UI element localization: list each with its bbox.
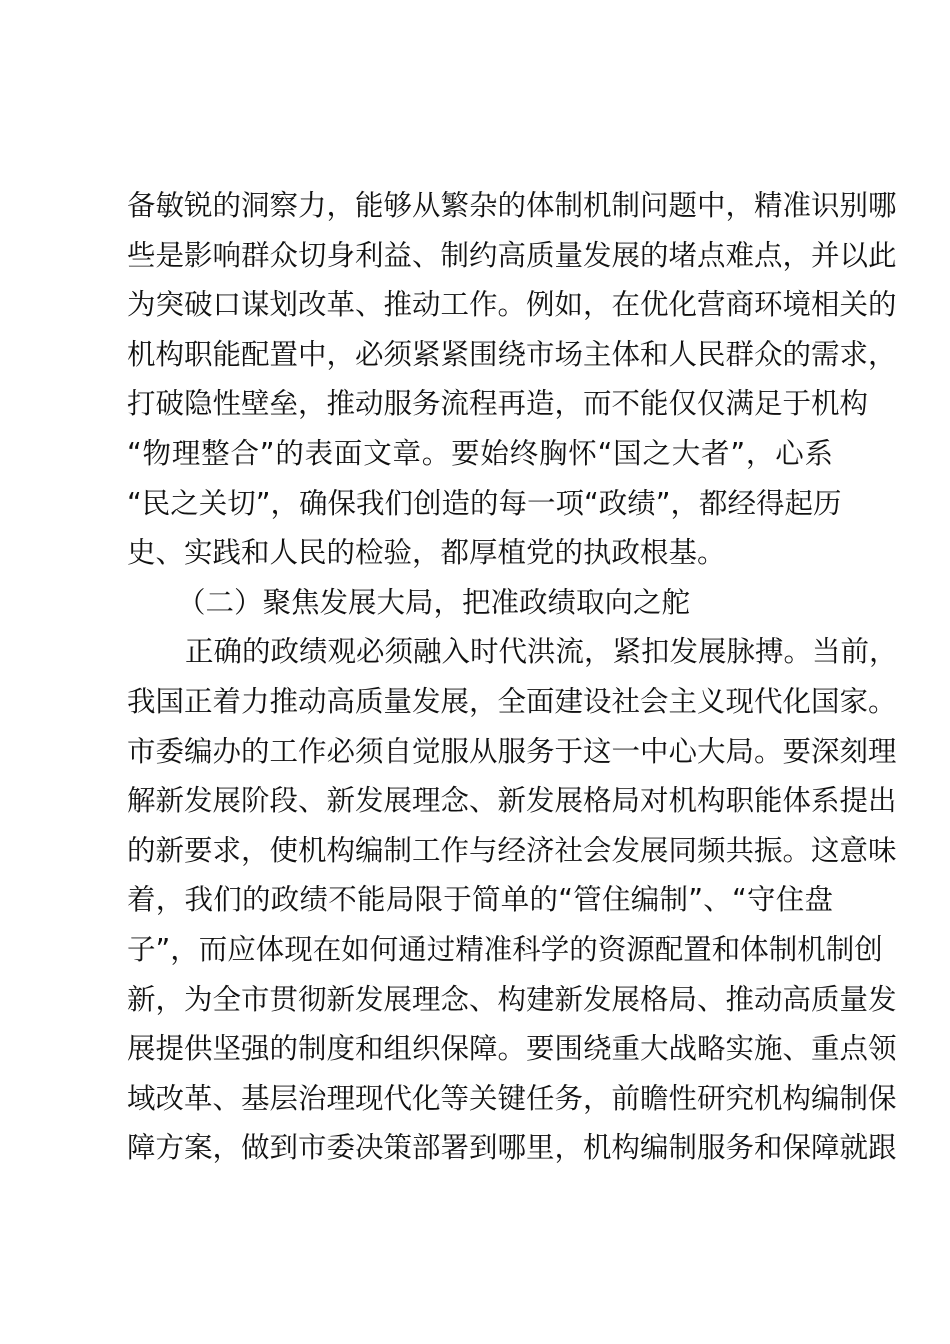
text-line: 解新发展阶段、新发展理念、新发展格局对机构职能体系提出 bbox=[127, 784, 897, 818]
text-line: 域改革、基层治理现代化等关键任务，前瞻性研究机构编制保 bbox=[127, 1081, 897, 1115]
paragraph-continued bbox=[127, 181, 897, 578]
text-line: 展提供坚强的制度和组织保障。要围绕重大战略实施、重点领 bbox=[127, 1032, 897, 1066]
text-line: 子”，而应体现在如何通过精准科学的资源配置和体制机制创 bbox=[127, 932, 883, 966]
text-line: “物理整合”的表面文章。要始终胸怀“国之大者”，心系 bbox=[127, 436, 833, 470]
text-line: 我国正着力推动高质量发展，全面建设社会主义现代化国家。 bbox=[127, 684, 897, 718]
text-line: 备敏锐的洞察力，能够从繁杂的体制机制问题中，精准识别哪 bbox=[127, 189, 897, 222]
section-heading bbox=[127, 578, 833, 628]
text-line: “民之关切”，确保我们创造的每一项“政绩”，都经得起历 bbox=[127, 486, 842, 520]
document-body bbox=[127, 181, 898, 1173]
text-line: 市委编办的工作必须自觉服从服务于这一中心大局。要深刻理 bbox=[127, 734, 897, 768]
text-line: 史、实践和人民的检验，都厚植党的执政根基。 bbox=[127, 536, 726, 570]
text-line: 的新要求，使机构编制工作与经济社会发展同频共振。这意味 bbox=[127, 833, 897, 867]
text-line: 新，为全市贯彻新发展理念、构建新发展格局、推动高质量发 bbox=[127, 982, 897, 1016]
text-line: 正确的政绩观必须融入时代洪流，紧扣发展脉搏。当前， bbox=[185, 635, 898, 669]
text-line: 些是影响群众切身利益、制约高质量发展的堵点难点，并以此 bbox=[127, 238, 897, 272]
text-line: 着，我们的政绩不能局限于简单的“管住编制”、“守住盘 bbox=[127, 883, 833, 917]
section-heading-text: （二）聚焦发展大局，把准政绩取向之舵 bbox=[177, 585, 691, 619]
text-line: 机构职能配置中，必须紧紧围绕市场主体和人民群众的需求， bbox=[127, 337, 897, 371]
text-line: 障方案，做到市委决策部署到哪里，机构编制服务和保障就跟 bbox=[127, 1131, 897, 1165]
text-line: 打破隐性壁垒，推动服务流程再造，而不能仅仅满足于机构 bbox=[127, 387, 869, 421]
paragraph-body bbox=[127, 627, 898, 1173]
text-line: 为突破口谋划改革、推动工作。例如，在优化营商环境相关的 bbox=[127, 288, 897, 322]
